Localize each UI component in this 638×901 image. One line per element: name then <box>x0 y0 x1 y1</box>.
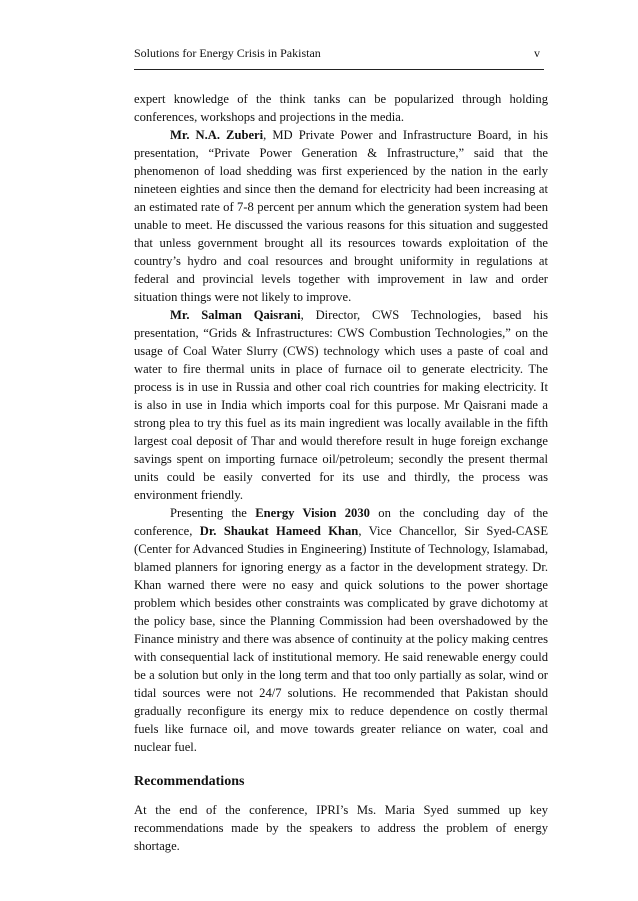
header-title: Solutions for Energy Crisis in Pakistan <box>134 46 321 60</box>
speaker-name: Mr. Salman Qaisrani <box>170 308 301 322</box>
paragraph-text: , Vice Chancellor, Sir Syed-CASE (Center for Advanced Studies in Engineering) Institute of Technology, Islamabad, blamed planners for ignoring energy as a factor in the development strategy. Dr. Khan warned there were no easy and quick solutions to the power shortage problem which besides other constraints was complicated by grave dichotomy at the policy base, since the Planning Commission had been overshadowed by the Finance ministry and there was absence of continuity at the policy making centres with consequential lack of institutional memory. He said renewable energy could be a solution but only in the long term and that too only partially as solar, wind or tidal sources were not 24/7 solutions. He recommended that Pakistan should gradually reconfigure its energy mix to reduce dependence on costly thermal fuels like furnace oil, and move towards greater reliance on water, coal and nuclear fuel. <box>134 524 549 754</box>
paragraph-text: , Director, CWS Technologies, based his presentation, “Grids & Infrastructures: CWS Combustion Technologies,” on the usage of Coal Water Slurry (CWS) technology which uses a paste of coal and water to fire thermal units in place of furnace oil to generate electricity. The process is in use in Russia and other coal rich countries for making electricity. It is also in use in India which imports coal for this purpose. Mr Qaisrani made a strong plea to try this fuel as its main ingredient was locally available in the fifth largest coal deposit of Thar and would therefore result in huge foreign exchange savings spent on importing furnace oil/petroleum; secondly the present thermal units could be easily converted for its use and thirdly, the process was environment friendly. <box>134 308 548 502</box>
section-heading: Recommendations <box>134 774 245 789</box>
paragraph-lead: Presenting the <box>170 506 256 520</box>
recommendations-paragraph: At the end of the conference, IPRI’s Ms. Maria Syed summed up key recommendations made by the speakers to address the problem of energy shortage. <box>134 803 548 853</box>
page-number: v <box>534 46 540 60</box>
header-rule <box>134 69 544 70</box>
paragraph-khan <box>134 504 548 756</box>
event-name: Energy Vision 2030 <box>255 506 370 520</box>
paragraph-qaisrani <box>134 306 548 504</box>
paragraph-zuberi <box>134 126 548 306</box>
speaker-name: Mr. N.A. Zuberi <box>170 128 264 142</box>
paragraph-1: expert knowledge of the think tanks can be popularized through holding conferences, workshops and projections in the media. <box>134 92 548 124</box>
speaker-name: Dr. Shaukat Hameed Khan <box>199 524 359 538</box>
paragraph-mid: on the concluding day of the conference, <box>134 506 549 538</box>
paragraph-text: , MD Private Power and Infrastructure Board, in his presentation, “Private Power Generation & Infrastructure,” said that the phenomenon of load shedding was first experienced by the nation in the early nineteen eighties and since then the demand for electricity had been increasing at an estimated rate of 7-8 percent per annum which the generation system had been unable to meet. He discussed the various reasons for this situation and suggested that unless government brought all its resources towards exploitation of the country’s hydro and coal resources and brought uniformity in regulations at federal and provincial levels together with improvement in law and order situation things were not likely to improve. <box>134 128 549 304</box>
body-text <box>134 90 548 855</box>
